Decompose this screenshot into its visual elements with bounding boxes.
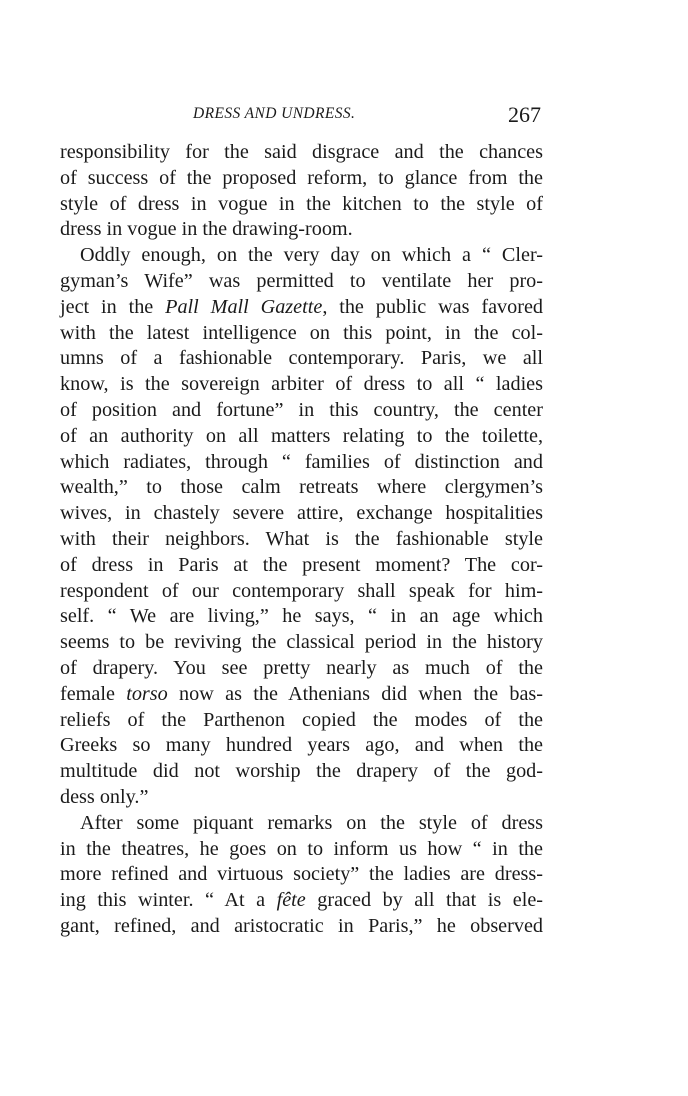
- text-line: of drapery. You see pretty nearly as much of the: [60, 656, 543, 679]
- body-text: [60, 140, 543, 940]
- text-run: ing this winter. “ At a: [60, 889, 277, 912]
- text-line: in the theatres, he goes on to inform us how “ in the: [60, 837, 543, 860]
- italic-title-pall-mall-gazette: Pall Mall Gazette: [165, 295, 323, 318]
- paragraph-end-line: dess only.”: [60, 785, 149, 808]
- paragraph-end-line: dress in vogue in the drawing-room.: [60, 218, 353, 241]
- text-line: Greeks so many hundred years ago, and when the: [60, 734, 543, 757]
- text-line: with their neighbors. What is the fashionable style: [60, 527, 543, 550]
- text-line: of dress in Paris at the present moment? The cor-: [60, 553, 543, 576]
- text-run: graced by all that is ele-: [305, 889, 543, 912]
- page-number: 267: [508, 102, 541, 127]
- italic-word-fete: fête: [276, 889, 306, 912]
- text-line: respondent of our contemporary shall speak for him-: [60, 579, 543, 602]
- text-line: seems to be reviving the classical period in the history: [60, 631, 543, 654]
- text-run: , the public was favored: [322, 295, 544, 318]
- text-line: know, is the sovereign arbiter of dress to all “ ladies: [60, 373, 543, 396]
- text-run: now as the Athenians did when the bas-: [167, 682, 543, 705]
- running-head: [60, 103, 543, 129]
- text-line: wives, in chastely severe attire, exchange hospitalities: [60, 502, 543, 525]
- text-line: which radiates, through “ families of distinction and: [60, 450, 543, 473]
- text-run: ject in the: [60, 295, 166, 318]
- text-line: multitude did not worship the drapery of the god-: [60, 760, 543, 783]
- text-line: of position and fortune” in this country, the center: [60, 398, 543, 421]
- running-title: DRESS AND UNDRESS.: [193, 105, 356, 122]
- paragraph-start-line: Oddly enough, on the very day on which a “ Cler-: [80, 244, 543, 267]
- text-run: female: [60, 682, 127, 705]
- paragraph-start-line: After some piquant remarks on the style of dress: [80, 811, 543, 834]
- text-line: style of dress in vogue in the kitchen to the style of: [60, 192, 543, 215]
- text-line: umns of a fashionable contemporary. Paris, we all: [60, 347, 543, 370]
- text-line: reliefs of the Parthenon copied the modes of the: [60, 708, 543, 731]
- text-line: wealth,” to those calm retreats where clergymen’s: [60, 476, 543, 499]
- text-line: with the latest intelligence on this point, in the col-: [60, 321, 543, 344]
- text-line-with-italic: [60, 295, 543, 321]
- text-line-with-italic: [60, 682, 543, 708]
- text-line-with-italic: [60, 888, 543, 914]
- text-line: self. “ We are living,” he says, “ in an age which: [60, 605, 543, 628]
- text-line: responsibility for the said disgrace and the chances: [60, 141, 543, 163]
- text-line: more refined and virtuous society” the ladies are dress-: [60, 863, 543, 886]
- text-line: gyman’s Wife” was permitted to ventilate her pro-: [60, 269, 543, 292]
- text-line: of success of the proposed reform, to glance from the: [60, 166, 543, 189]
- italic-word-torso: torso: [126, 682, 168, 705]
- text-line: gant, refined, and aristocratic in Paris,” he observed: [60, 914, 543, 937]
- text-line: of an authority on all matters relating to the toilette,: [60, 424, 543, 447]
